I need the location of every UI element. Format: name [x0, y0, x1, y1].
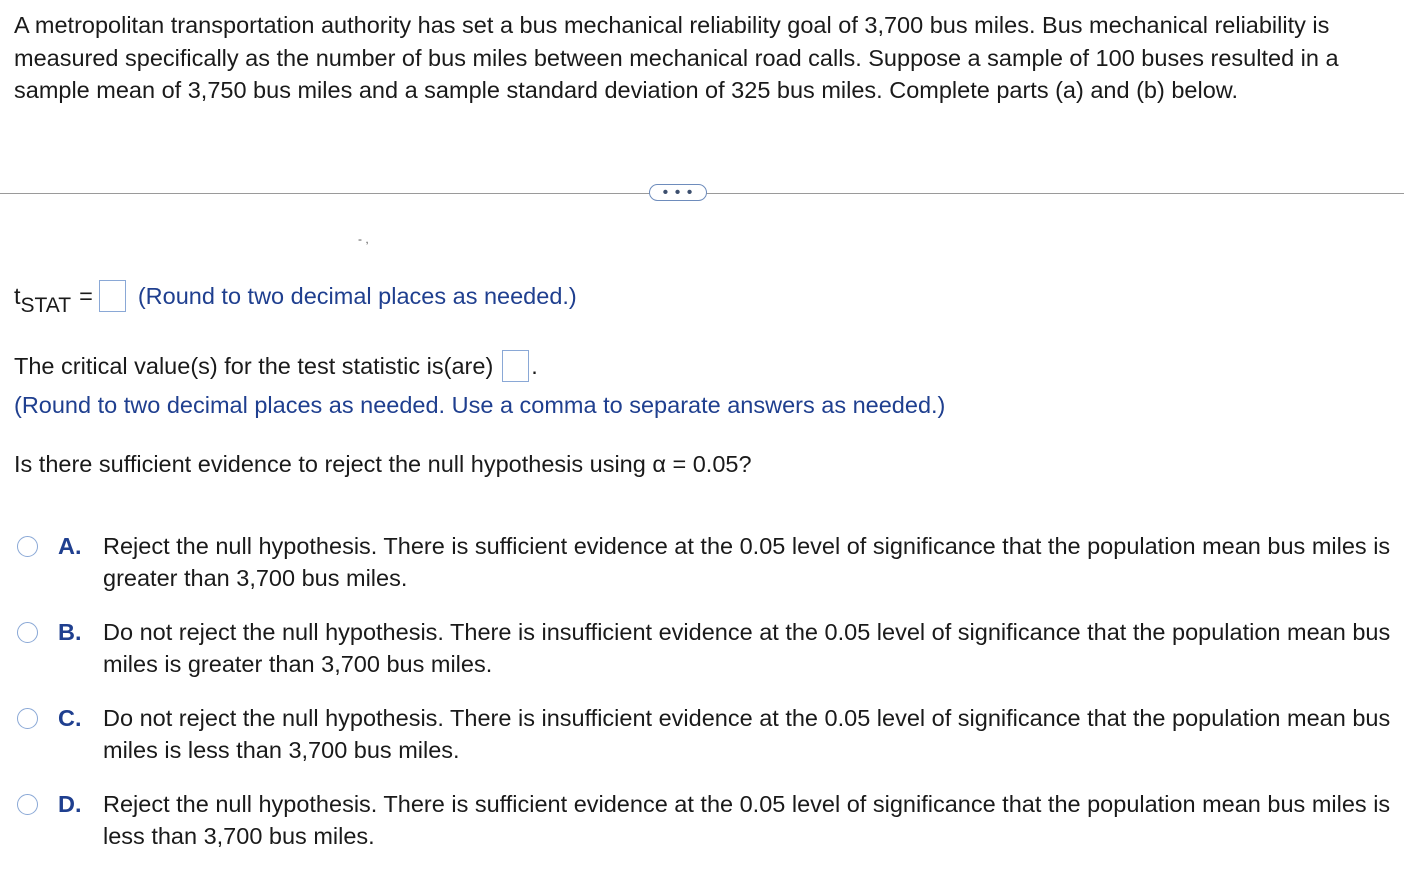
option-text: Do not reject the null hypothesis. There is insufficient evidence at the 0.05 level of significance that the population mean bus miles is less than 3,700 bus miles.: [103, 705, 1391, 763]
option-a[interactable]: [17, 530, 1397, 616]
option-b[interactable]: [17, 616, 1397, 702]
critical-value-hint: (Round to two decimal places as needed. Use a comma to separate answers as needed.): [14, 392, 946, 418]
critical-value-row: [14, 348, 538, 384]
equals-sign: =: [79, 282, 93, 309]
option-text: Reject the null hypothesis. There is sufficient evidence at the 0.05 level of significance that the population mean bus miles is less than 3,700 bus miles.: [103, 791, 1391, 849]
tstat-label: tSTAT: [14, 282, 72, 317]
tstat-input[interactable]: [99, 280, 126, 312]
option-letter: C.: [58, 705, 82, 731]
radio-icon[interactable]: [17, 794, 38, 815]
hypothesis-question: Is there sufficient evidence to reject the null hypothesis using α = 0.05?: [14, 451, 752, 477]
radio-icon[interactable]: [17, 622, 38, 643]
critical-period: .: [531, 352, 538, 379]
radio-icon[interactable]: [17, 708, 38, 729]
expand-more-button[interactable]: • • •: [649, 184, 707, 201]
answer-options: [17, 530, 1397, 874]
option-letter: B.: [58, 619, 82, 645]
radio-icon[interactable]: [17, 536, 38, 557]
critical-value-label: The critical value(s) for the test statistic is(are): [14, 352, 494, 379]
tstat-row: [14, 278, 577, 317]
critical-value-input[interactable]: [502, 350, 529, 382]
tstat-rounding-hint: (Round to two decimal places as needed.): [137, 282, 577, 309]
option-d[interactable]: [17, 788, 1397, 874]
option-c[interactable]: [17, 702, 1397, 788]
partial-mark: - ,: [358, 232, 369, 246]
option-letter: D.: [58, 791, 82, 817]
option-letter: A.: [58, 533, 82, 559]
problem-statement: A metropolitan transportation authority has set a bus mechanical reliability goal of 3,700 bus miles. Bus mechanical reliability is measured specifically as the number of bus miles between mechanical road calls. Suppose a sample of 100 buses resulted in a sample mean of 3,750 bus miles and a sample standard deviation of 325 bus miles. Complete parts (a) and (b) below.: [14, 12, 1339, 103]
option-text: Reject the null hypothesis. There is sufficient evidence at the 0.05 level of significance that the population mean bus miles is greater than 3,700 bus miles.: [103, 533, 1391, 591]
option-text: Do not reject the null hypothesis. There is insufficient evidence at the 0.05 level of significance that the population mean bus miles is greater than 3,700 bus miles.: [103, 619, 1391, 677]
